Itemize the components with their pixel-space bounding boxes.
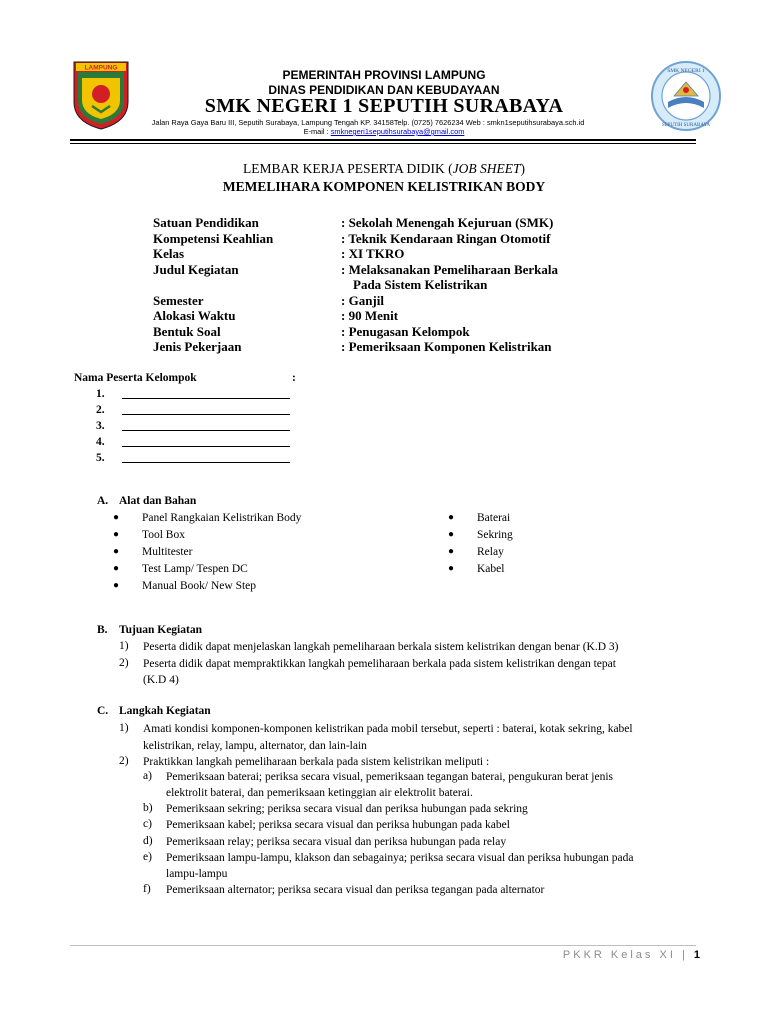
info-value: : Melaksanakan Pemeliharaan Berkala <box>341 261 559 277</box>
info-label: Bentuk Soal <box>153 323 221 339</box>
sublist-item-text: lampu-lampu <box>166 868 228 880</box>
email-link[interactable]: smknegeri1seputihsurabaya@gmail.com <box>330 127 465 136</box>
sublist-marker: b) <box>143 802 153 814</box>
sublist-item-text: Pemeriksaan baterai; periksa secara visual, pemeriksaan tegangan baterai, pengukuran berat jenis <box>166 771 614 783</box>
lampung-logo-text: LAMPUNG <box>84 64 118 72</box>
list-item: ● Relay <box>448 546 504 558</box>
info-value-continued: Pada Sistem Kelistrikan <box>353 277 488 292</box>
list-marker: 1) <box>119 722 129 734</box>
section-title: Langkah Kegiatan <box>119 705 211 717</box>
sheet-subtitle: MEMELIHARA KOMPONEN KELISTRIKAN BODY <box>222 179 546 194</box>
list-marker: 2) <box>119 657 129 669</box>
sublist-marker: c) <box>143 818 152 830</box>
sublist-item-text: Pemeriksaan lampu-lampu, klakson dan sebagainya; periksa secara visual dan periksa hubungan pada <box>166 852 634 864</box>
header-government: PEMERINTAH PROVINSI LAMPUNG <box>282 68 486 82</box>
school-emblem-text-top: SMK NEGERI 1 <box>667 68 705 74</box>
header-department: DINAS PENDIDIKAN DAN KEBUDAYAAN <box>268 83 500 97</box>
section-c-heading <box>97 705 211 717</box>
member-name-field[interactable] <box>122 404 290 415</box>
member-name-field[interactable] <box>122 436 290 447</box>
member-number: 4. <box>96 436 105 448</box>
list-item: ● Kabel <box>448 563 505 575</box>
section-title: Tujuan Kegiatan <box>119 624 202 636</box>
sheet-title-suffix: ) <box>520 161 525 176</box>
sheet-title-prefix: LEMBAR KERJA PESERTA DIDIK ( <box>243 161 453 176</box>
header-address: Jalan Raya Gaya Baru III, Seputih Surabaya, Lampung Tengah KP. 34158Telp. (0725) 7626234 Web : smkn1seputihsurabaya.sch.id <box>151 118 585 127</box>
footer-rule <box>70 945 696 946</box>
sublist-marker: d) <box>143 835 153 847</box>
bullet-icon: ● <box>448 512 455 523</box>
header-school-name: SMK NEGERI 1 SEPUTIH SURABAYA <box>204 95 564 117</box>
bullet-icon: ● <box>113 512 120 523</box>
page-footer <box>540 949 700 961</box>
section-b-heading <box>97 624 202 636</box>
member-number: 1. <box>96 388 105 400</box>
section-a-heading <box>97 495 196 507</box>
member-number: 5. <box>96 452 105 464</box>
bullet-icon: ● <box>448 546 455 557</box>
section-letter: C. <box>97 705 109 717</box>
sheet-title <box>0 161 768 177</box>
info-label: Alokasi Waktu <box>153 308 236 323</box>
sublist-item-text: Pemeriksaan alternator; periksa secara visual dan periksa tegangan pada alternator <box>166 884 545 896</box>
info-value: : Penugasan Kelompok <box>341 323 470 339</box>
member-number: 2. <box>96 404 105 416</box>
list-item: ● Multitester <box>113 546 193 558</box>
header-rule-thick <box>70 139 696 141</box>
list-item: ● Baterai <box>448 512 511 524</box>
list-item: ● Panel Rangkaian Kelistrikan Body <box>113 512 302 524</box>
sublist-marker: f) <box>143 883 151 895</box>
section-letter: B. <box>97 624 108 636</box>
member-name-field[interactable] <box>122 388 290 399</box>
header-rule-thin <box>70 143 696 144</box>
sublist-item-text: Pemeriksaan sekring; periksa secara visual dan periksa hubungan pada sekring <box>166 803 528 815</box>
list-item-text: (K.D 4) <box>143 674 179 686</box>
info-value: : Sekolah Menengah Kejuruan (SMK) <box>341 215 554 230</box>
member-name-field[interactable] <box>122 420 290 431</box>
school-emblem-text-bottom: SEPUTIH SURABAYA <box>661 123 711 128</box>
info-label: Semester <box>153 292 204 308</box>
info-value: : 90 Menit <box>341 308 399 323</box>
email-label: E-mail : <box>303 127 331 136</box>
header-email-line <box>0 127 768 136</box>
member-number: 3. <box>96 420 105 432</box>
section-letter: A. <box>97 495 109 507</box>
list-item-text: Praktikkan langkah pemeliharaan berkala pada sistem kelistrikan meliputi : <box>143 756 490 768</box>
group-members-colon: : <box>292 372 296 384</box>
sublist-item-text: elektrolit baterai, dan pemeriksaan ketinggian air elektrolit baterai. <box>166 787 473 799</box>
info-label: Kelas <box>153 246 185 261</box>
list-item: ● Test Lamp/ Tespen DC <box>113 563 248 575</box>
list-item-text: Peserta didik dapat menjelaskan langkah pemeliharaan berkala sistem kelistrikan dengan benar (K.D 3) <box>143 641 619 653</box>
list-marker: 1) <box>119 640 129 652</box>
list-item-text: Amati kondisi komponen-komponen kelistrikan pada mobil tersebut, seperti : baterai, kotak sekring, kabel <box>143 723 633 735</box>
bullet-icon: ● <box>113 563 120 574</box>
info-value: : Teknik Kendaraan Ringan Otomotif <box>341 230 551 246</box>
bullet-icon: ● <box>448 529 455 540</box>
info-label: Judul Kegiatan <box>153 261 239 277</box>
sublist-marker: e) <box>143 851 152 863</box>
footer-label: PKKR Kelas XI <box>562 949 676 961</box>
list-item-text: Peserta didik dapat mempraktikkan langkah pemeliharaan berkala pada sistem kelistrikan dengan tepat <box>143 658 616 670</box>
group-members-label: Nama Peserta Kelompok <box>74 372 197 384</box>
info-value: : Ganjil <box>341 292 384 308</box>
page-number: 1 <box>693 949 700 961</box>
bullet-icon: ● <box>113 546 120 557</box>
list-item-text: kelistrikan, relay, lampu, alternator, dan lain-lain <box>143 740 367 752</box>
list-item: ● Tool Box <box>113 529 185 541</box>
info-value: : Pemeriksaan Komponen Kelistrikan <box>341 339 552 354</box>
list-item: ● Sekring <box>448 529 513 541</box>
sublist-marker: a) <box>143 770 152 782</box>
list-item: ● Manual Book/ New Step <box>113 580 257 592</box>
member-name-field[interactable] <box>122 452 290 463</box>
sublist-item-text: Pemeriksaan kabel; periksa secara visual dan periksa hubungan pada kabel <box>166 819 510 831</box>
list-marker: 2) <box>119 755 129 767</box>
section-title: Alat dan Bahan <box>119 495 197 507</box>
info-label: Jenis Pekerjaan <box>153 339 242 354</box>
info-label: Kompetensi Keahlian <box>153 230 274 246</box>
footer-separator: | <box>681 949 688 961</box>
info-label: Satuan Pendidikan <box>153 215 259 230</box>
bullet-icon: ● <box>113 580 120 591</box>
info-value: : XI TKRO <box>341 246 405 261</box>
bullet-icon: ● <box>113 529 120 540</box>
sublist-item-text: Pemeriksaan relay; periksa secara visual dan periksa hubungan pada relay <box>166 836 507 848</box>
sheet-title-italic: JOB SHEET <box>452 161 521 176</box>
bullet-icon: ● <box>448 563 455 574</box>
